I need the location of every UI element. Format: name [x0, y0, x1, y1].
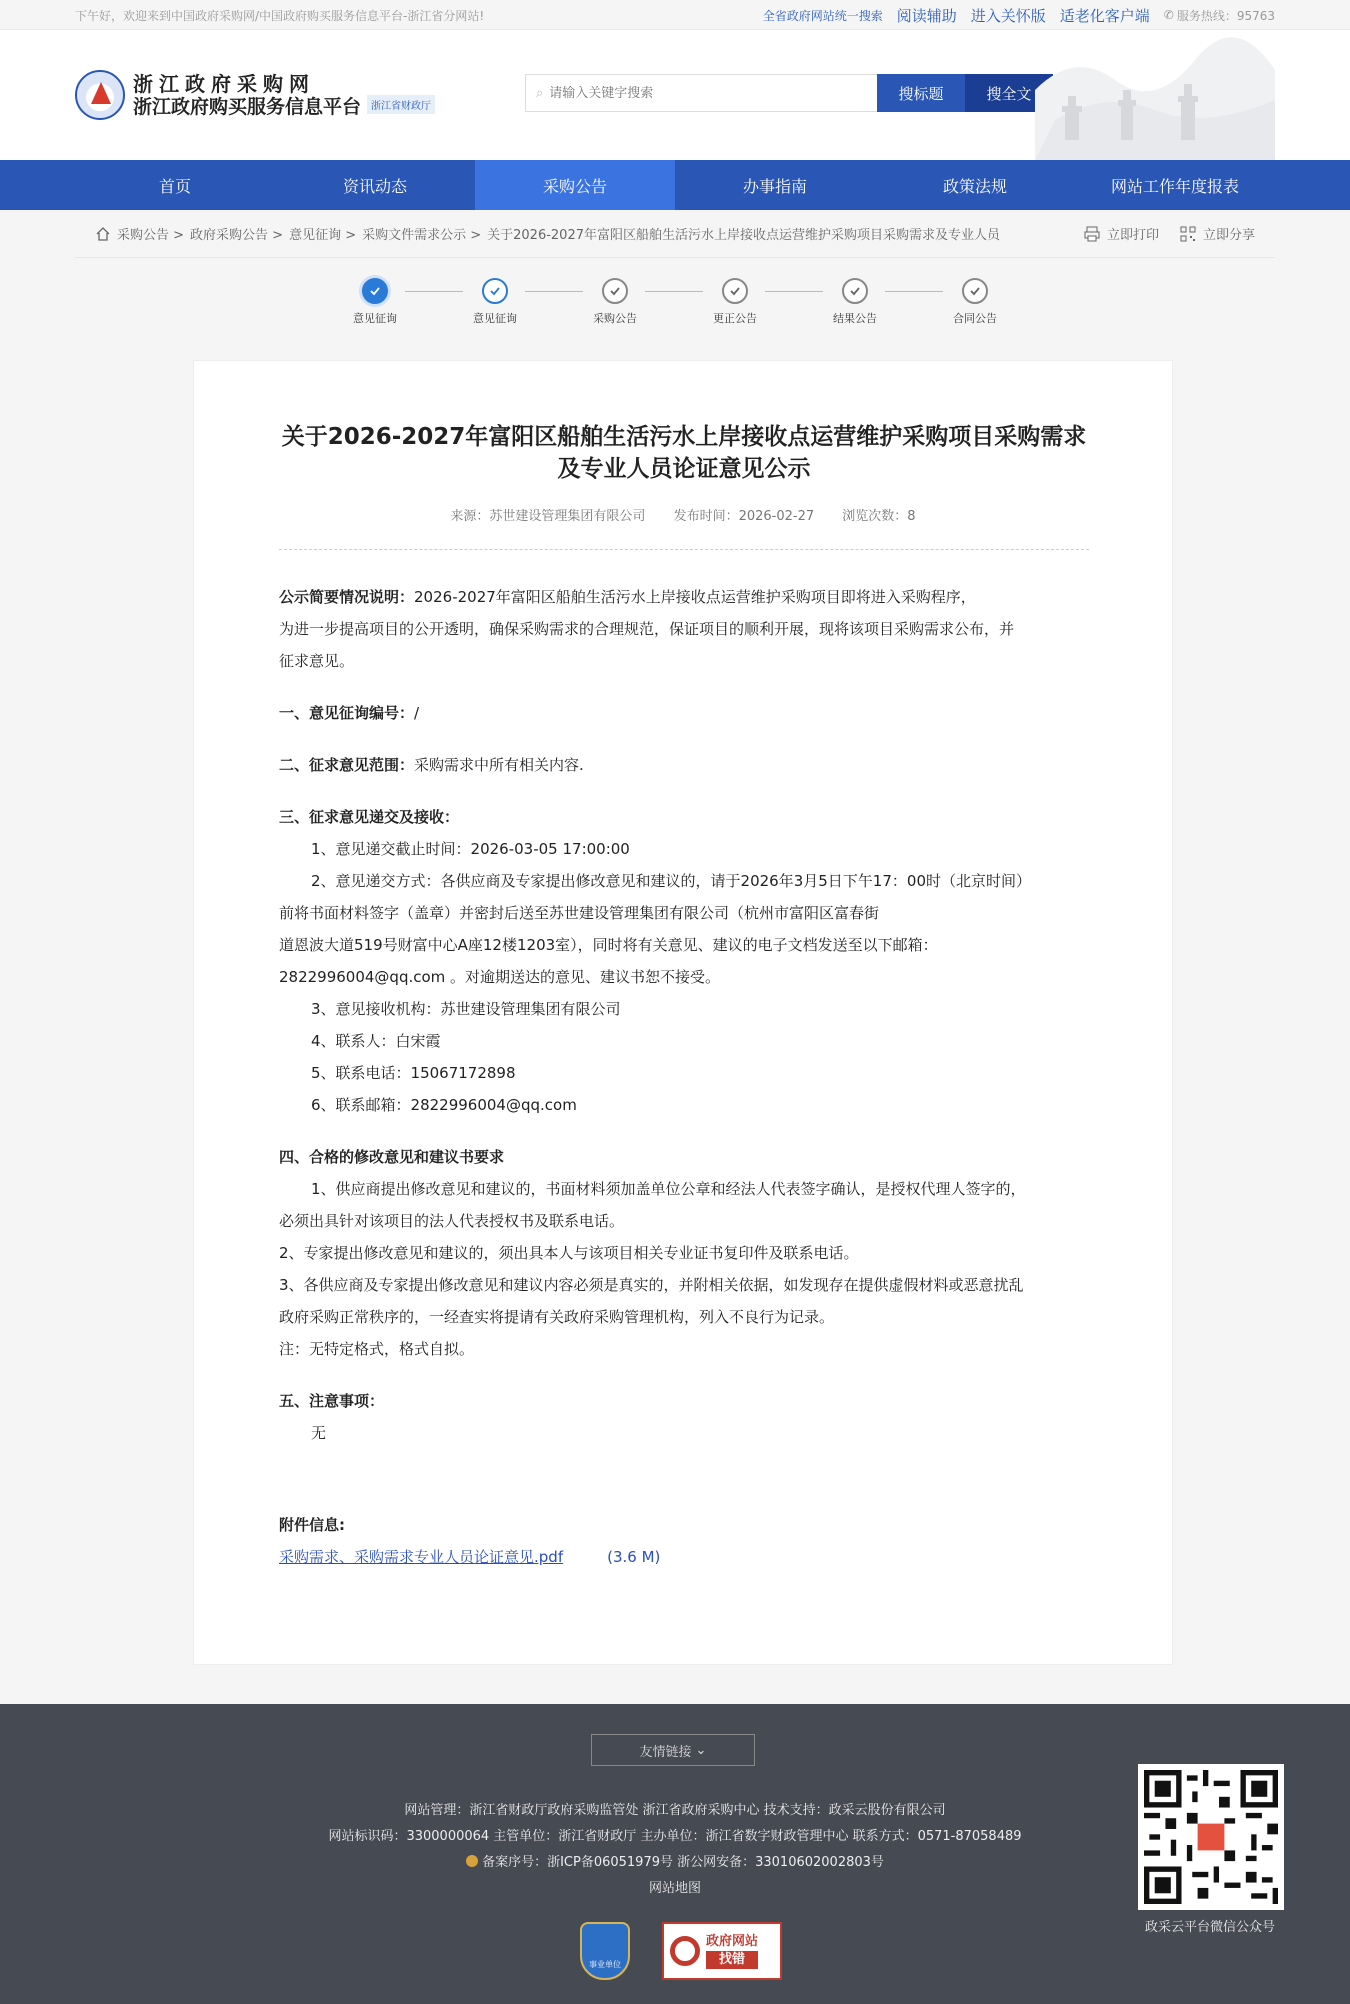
search-title-button[interactable]: 搜标题: [877, 74, 965, 112]
list-item-cont: 政府采购正常秩序的，一经查实将提请有关政府采购管理机构，列入不良行为记录。: [279, 1308, 835, 1326]
check-icon: [962, 278, 988, 304]
article-source: 来源：苏世建设管理集团有限公司: [450, 509, 646, 524]
breadcrumb-item-demand-notice[interactable]: 采购文件需求公示 >: [362, 228, 482, 243]
section-5-value: 无: [311, 1424, 327, 1442]
top-bar: [0, 0, 1350, 30]
search-input[interactable]: [549, 86, 849, 101]
step-label: 结果公告: [833, 312, 877, 325]
footer-icp-text: 备案序号：浙ICP备06051979号 浙公网安备：33010602002803号: [482, 1855, 884, 1870]
step-label: 采购公告: [593, 312, 637, 325]
police-badge-icon: [466, 1855, 478, 1867]
article-publish-time: 发布时间：2026-02-27: [673, 509, 815, 524]
section-2-label: 二、征求意见范围：: [279, 756, 415, 774]
search-icon: ⌕: [536, 85, 544, 101]
reading-assist-link[interactable]: 阅读辅助: [896, 6, 957, 25]
site-header: [0, 30, 1350, 160]
chevron-down-icon: ⌄: [695, 1742, 707, 1758]
print-label: 立即打印: [1106, 228, 1159, 243]
print-button[interactable]: [1083, 224, 1159, 243]
attachment-section: [279, 1509, 1089, 1541]
share-button[interactable]: [1179, 224, 1255, 243]
breadcrumb-current: 关于2026-2027年富阳区船舶生活污水上岸接收点运营维护采购项目采购需求及专业人员: [487, 228, 1000, 243]
nav-news[interactable]: 资讯动态: [342, 176, 407, 196]
logo-tag: 浙江省财政厅: [367, 95, 435, 114]
check-icon: [602, 278, 628, 304]
intro-text: 2026-2027年富阳区船舶生活污水上岸接收点运营维护采购项目即将进入采购程序，: [414, 588, 976, 606]
step-result-notice[interactable]: [815, 278, 895, 326]
list-item: 3、各供应商及专家提出修改意见和建议内容必须是真实的，并附相关依据，如发现存在提供虚假材料或恶意扰乱: [279, 1276, 1024, 1294]
phone-icon: ✆: [1163, 8, 1174, 22]
footer-line: 网站管理：浙江省财政厅政府采购监管处 浙江省政府采购中心 技术支持：政采云股份有限公司: [404, 1803, 946, 1818]
list-item: 2、专家提出修改意见和建议的，须出具本人与该项目相关专业证书复印件及联系电话。: [279, 1244, 859, 1262]
section-3-label: 三、征求意见递交及接收：: [279, 808, 460, 826]
logo-line2: 浙江政府购买服务信息平台: [133, 95, 362, 118]
qrcode-icon: [1179, 225, 1197, 243]
divider: [279, 549, 1089, 550]
public-institution-badge[interactable]: [580, 1922, 630, 1980]
section-4: [279, 1141, 1089, 1173]
search-fulltext-button[interactable]: 搜全文: [965, 74, 1053, 112]
section-1: [279, 697, 1089, 729]
badge-label: 事业单位: [589, 1960, 621, 1969]
article-body: [279, 581, 1089, 1573]
search-bar: [525, 74, 1053, 112]
step-correction-notice[interactable]: [695, 278, 775, 326]
nav-guide[interactable]: 办事指南: [742, 176, 807, 196]
step-label: 合同公告: [953, 312, 997, 325]
home-icon: [95, 226, 111, 242]
attachment-link[interactable]: 采购需求、采购需求专业人员论证意见.pdf: [279, 1548, 564, 1566]
step-contract-notice[interactable]: [935, 278, 1015, 326]
share-label: 立即分享: [1202, 228, 1255, 243]
intro-line: 征求意见。: [279, 652, 355, 670]
nav-annual-report[interactable]: 网站工作年度报表: [1110, 176, 1239, 196]
footer-badges: [580, 1922, 782, 1980]
section-2-value: 采购需求中所有相关内容.: [414, 756, 584, 774]
list-item-cont: 道恩波大道519号财富中心A座12楼1203室），同时将有关意见、建议的电子文档发送至以下邮箱：: [279, 936, 938, 954]
site-footer: [0, 1704, 1350, 2004]
list-item: 5、联系电话：15067172898: [311, 1064, 516, 1082]
site-logo[interactable]: [75, 70, 435, 120]
section-5-label: 五、注意事项：: [279, 1392, 385, 1410]
friendly-links-label: 友情链接: [639, 1744, 692, 1760]
breadcrumb: [75, 210, 1275, 258]
list-item: 1、供应商提出修改意见和建议的，书面材料须加盖单位公章和经法人代表签字确认，是授权代理人签字的，: [311, 1180, 1026, 1198]
breadcrumb-item-gov-procurement[interactable]: 政府采购公告 >: [190, 228, 284, 243]
breadcrumb-item-procurement[interactable]: 采购公告 >: [117, 228, 185, 243]
care-version-link[interactable]: 进入关怀版: [970, 6, 1046, 25]
magnifier-icon: [670, 1936, 700, 1966]
scenery-illustration: [1035, 30, 1275, 160]
search-box: [525, 74, 877, 112]
list-item: 2、意见递交方式：各供应商及专家提出修改意见和建议的，请于2026年3月5日下午17：00时（北京时间）: [311, 872, 1031, 890]
process-steps: [75, 258, 1275, 358]
wechat-qrcode: [1138, 1764, 1284, 1910]
list-item-cont: 必须出具针对该项目的法人代表授权书及联系电话。: [279, 1212, 625, 1230]
intro-paragraph: [279, 581, 1089, 613]
section-1-value: /: [414, 704, 420, 722]
note: 注：无特定格式，格式自拟。: [279, 1340, 475, 1358]
article-views: 浏览次数：8: [842, 509, 916, 524]
section-4-label: 四、合格的修改意见和建议书要求: [279, 1148, 505, 1166]
list-item-cont: 前将书面材料签字（盖章）并密封后送至苏世建设管理集团有限公司（杭州市富阳区富春街: [279, 904, 880, 922]
attachment-label: 附件信息:: [279, 1516, 345, 1534]
article-meta: [194, 505, 1172, 524]
main-nav: [0, 160, 1350, 210]
check-icon: [722, 278, 748, 304]
intro-line: 为进一步提高项目的公开透明，确保采购需求的合理规范，保证项目的顺利开展，现将该项目采购需求公布，并: [279, 620, 1015, 638]
top-links: [763, 5, 1275, 26]
sitemap-link[interactable]: 网站地图: [648, 1881, 701, 1896]
friendly-links-dropdown[interactable]: [591, 1734, 755, 1766]
hotline-text: 服务热线：95763: [1176, 8, 1275, 23]
qrcode-label: 政采云平台微信公众号: [1144, 1920, 1275, 1935]
elder-client-link[interactable]: 适老化客户端: [1059, 6, 1150, 25]
check-icon: [362, 278, 388, 304]
attachment-row: [279, 1541, 1089, 1573]
welcome-text: 下午好，欢迎来到中国政府采购网/中国政府购买服务信息平台-浙江省分网站!: [75, 8, 485, 23]
printer-icon: [1083, 225, 1101, 243]
check-icon: [482, 278, 508, 304]
step-consultation[interactable]: [455, 278, 535, 326]
list-item: 3、意见接收机构：苏世建设管理集团有限公司: [311, 1000, 621, 1018]
gov-site-error-badge[interactable]: [662, 1922, 782, 1980]
article-card: [193, 360, 1173, 1665]
emblem-icon: [75, 70, 125, 120]
article-title: 关于2026-2027年富阳区船舶生活污水上岸接收点运营维护采购项目采购需求及专业人员论证意见公示: [281, 424, 1087, 482]
logo-line1: 浙江政府采购网: [133, 71, 315, 96]
section-1-label: 一、意见征询编号：: [279, 704, 415, 722]
step-consultation-current[interactable]: [335, 278, 415, 326]
step-label: 意见征询: [353, 312, 397, 325]
step-label: 意见征询: [473, 312, 517, 325]
list-item: 6、联系邮箱：2822996004@qq.com: [311, 1096, 577, 1114]
badge-line1: 政府网站: [706, 1934, 759, 1949]
nav-policy[interactable]: 政策法规: [942, 176, 1007, 196]
list-item: 4、联系人：白宋霞: [311, 1032, 441, 1050]
global-search-link[interactable]: 全省政府网站统一搜索: [762, 8, 883, 23]
list-item-cont: 2822996004@qq.com 。对逾期送达的意见、建议书恕不接受。: [279, 968, 721, 986]
section-3: [279, 801, 1089, 833]
list-item: 1、意见递交截止时间：2026-03-05 17:00:00: [311, 840, 630, 858]
breadcrumb-item-consultation[interactable]: 意见征询 >: [289, 228, 357, 243]
qrcode-image: [1144, 1770, 1278, 1904]
step-label: 更正公告: [713, 312, 757, 325]
attachment-size: (3.6 M): [607, 1548, 661, 1566]
section-2: [279, 749, 1089, 781]
footer-line: 网站标识码：3300000064 主管单位：浙江省财政厅 主办单位：浙江省数字财政管理中心 联系方式：0571-87058489: [328, 1829, 1022, 1844]
hotline: [1164, 7, 1275, 24]
check-icon: [842, 278, 868, 304]
badge-line2: 找错: [706, 1951, 758, 1969]
nav-home[interactable]: 首页: [158, 176, 191, 196]
step-procurement-notice[interactable]: [575, 278, 655, 326]
nav-procurement[interactable]: 采购公告: [475, 160, 675, 210]
intro-label: 公示简要情况说明：: [279, 588, 415, 606]
section-5: [279, 1385, 1089, 1417]
